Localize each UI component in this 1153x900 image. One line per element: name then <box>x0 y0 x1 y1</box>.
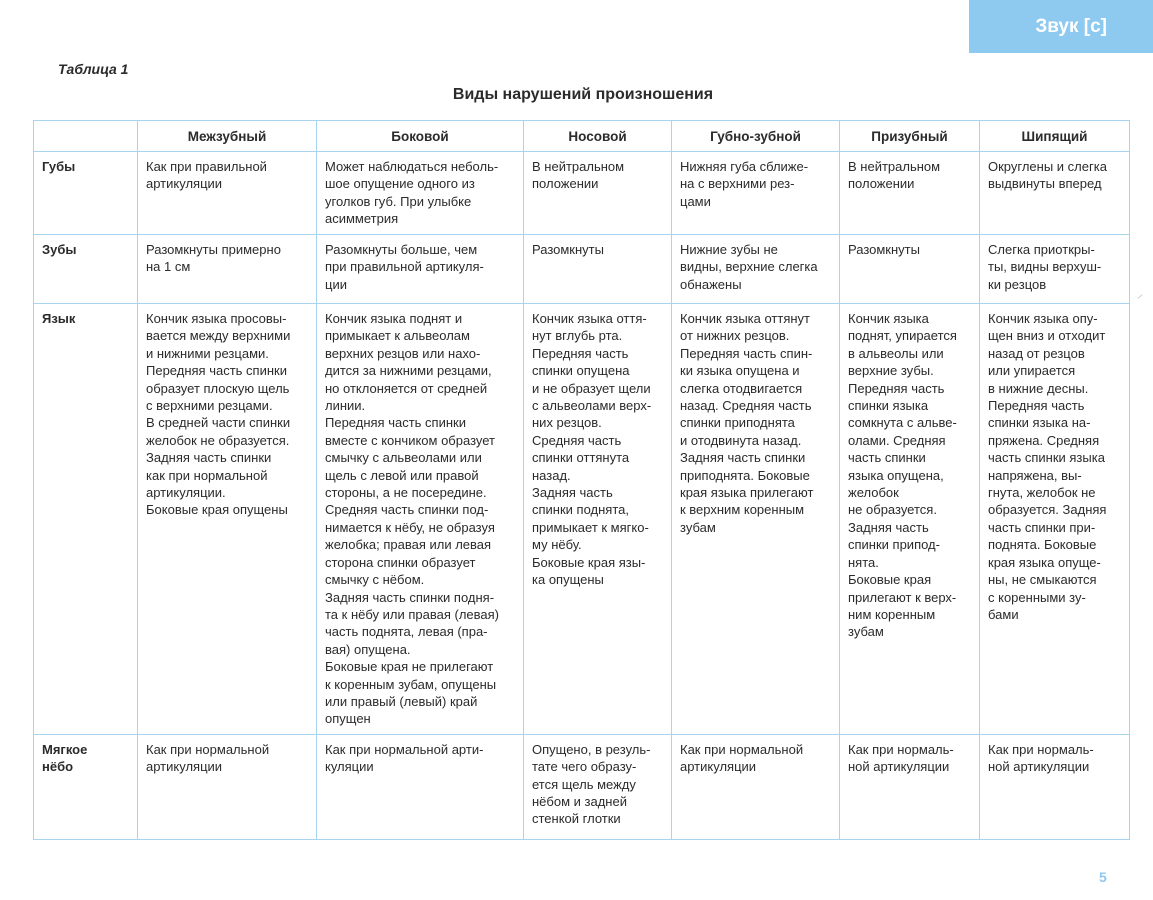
table-row <box>34 304 1130 735</box>
row-label: Мягкое нёбо <box>34 734 138 839</box>
header-addental: Призубный <box>840 121 980 152</box>
header-nasal: Носовой <box>524 121 672 152</box>
table-cell: В нейтральном положении <box>524 152 672 235</box>
table-label: Таблица 1 <box>58 61 129 77</box>
header-lateral: Боковой <box>317 121 524 152</box>
table-cell: Кончик языка поднят и примыкает к альвеолам верхних резцов или нахо- дится за нижними резцами, но отклоняется от средней линии. Передняя часть спинки вместе с кончиком образует смычку с альвеолами или щель с левой или правой стороны, а не посередине. Средняя часть спинки под- нимается к нёбу, не образуя желобка; правая или левая сторона спинки образует смычку с нёбом. Задняя часть спинки подня- та к нёбу или правая (левая) часть поднята, левая (пра- вая) опущена. Боковые края не прилегают к коренным зубам, опущены или правый (левый) край опущен <box>317 304 524 735</box>
table-cell: Как при нормальной артикуляции <box>138 734 317 839</box>
table-cell: Как при нормальной артикуляции <box>672 734 840 839</box>
table-cell: Кончик языка поднят, упирается в альвеолы или верхние зубы. Передняя часть спинки языка сомкнута с альве- олами. Средняя часть спинки языка опущена, желобок не образуется. Задняя часть спинки припод- нята. Боковые края прилегают к верх- ним коренным зубам <box>840 304 980 735</box>
table-cell: Слегка приоткры- ты, видны верхуш- ки резцов <box>980 235 1130 304</box>
table-cell: Кончик языка опу- щен вниз и отходит назад от резцов или упирается в нижние десны. Передняя часть спинки языка на- пряжена. Средняя часть спинки языка напряжена, вы- гнута, желобок не образуется. Задняя часть спинки при- поднята. Боковые края языка опуще- ны, не смыкаются с коренными зу- бами <box>980 304 1130 735</box>
row-label: Язык <box>34 304 138 735</box>
table-cell: Разомкнуты <box>840 235 980 304</box>
table-header-row <box>34 121 1130 152</box>
table-row <box>34 235 1130 304</box>
table-cell: Разомкнуты <box>524 235 672 304</box>
table-cell: Кончик языка оття- нут вглубь рта. Передняя часть спинки опущена и не образует щели с альвеолами верх- них резцов. Средняя часть спинки оттянута назад. Задняя часть спинки поднята, примыкает к мягко- му нёбу. Боковые края язы- ка опущены <box>524 304 672 735</box>
header-corner <box>34 121 138 152</box>
table-cell: Округлены и слегка выдвинуты вперед <box>980 152 1130 235</box>
table-row <box>34 152 1130 235</box>
table-cell: В нейтральном положении <box>840 152 980 235</box>
articulation-table <box>33 120 1130 840</box>
section-tab-label: Звук [с] <box>1035 15 1107 37</box>
table-cell: Как при нормаль- ной артикуляции <box>980 734 1130 839</box>
table-cell: Кончик языка просовы- вается между верхними и нижними резцами. Передняя часть спинки образует плоскую щель с верхними резцами. В средней части спинки желобок не образуется. Задняя часть спинки как при нормальной артикуляции. Боковые края опущены <box>138 304 317 735</box>
table-row <box>34 734 1130 839</box>
table-cell: Кончик языка оттянут от нижних резцов. Передняя часть спин- ки языка опущена и слегка отодвигается назад. Средняя часть спинки приподнята и отодвинута назад. Задняя часть спинки приподнята. Боковые края языка прилегают к верхним коренным зубам <box>672 304 840 735</box>
table-cell: Нижние зубы не видны, верхние слегка обнажены <box>672 235 840 304</box>
header-hissing: Шипящий <box>980 121 1130 152</box>
table-cell: Опущено, в резуль- тате чего образу- ется щель между нёбом и задней стенкой глотки <box>524 734 672 839</box>
table-cell: Нижняя губа сближе- на с верхними рез- цами <box>672 152 840 235</box>
table-cell: Разомкнуты больше, чем при правильной артикуля- ции <box>317 235 524 304</box>
section-tab <box>969 0 1153 53</box>
table-cell: Как при нормальной арти- куляции <box>317 734 524 839</box>
table-cell: Разомкнуты примерно на 1 см <box>138 235 317 304</box>
table-cell: Как при нормаль- ной артикуляции <box>840 734 980 839</box>
table-title: Виды нарушений произношения <box>452 86 714 103</box>
table-cell: Может наблюдаться неболь- шое опущение одного из уголков губ. При улыбке асимметрия <box>317 152 524 235</box>
header-labiodental: Губно-зубной <box>672 121 840 152</box>
scan-artifact <box>1137 294 1142 299</box>
row-label: Зубы <box>34 235 138 304</box>
table-cell: Как при правильной артикуляции <box>138 152 317 235</box>
row-label: Губы <box>34 152 138 235</box>
header-interdental: Межзубный <box>138 121 317 152</box>
page-number: 5 <box>1099 869 1107 885</box>
